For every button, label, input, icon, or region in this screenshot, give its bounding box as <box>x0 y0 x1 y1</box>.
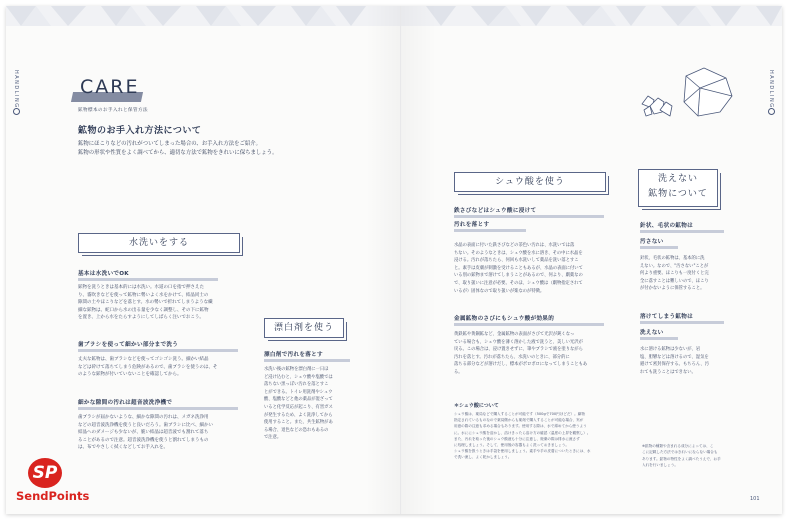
care-subtitle: 鉱物標本のお手入れと保管方法 <box>78 108 148 113</box>
text-line: また、汚れを取った後のシュウ酸液も十分に注意し、廃棄の際は排水に流さず <box>454 436 580 441</box>
water-section-title <box>78 233 240 253</box>
text-line: いると化学反応が起こり、有害ガス <box>264 404 333 410</box>
text-line: 戻る。この場合は、浸け置きせずに、筆やブラシで液を塗りながら <box>454 347 583 353</box>
text-line: 汚れを落とす。汚れが落ちたら、水洗いのときに、部分的に <box>454 354 570 360</box>
unwashable-title-line-1: 洗えない <box>657 174 698 184</box>
page-number: 101 <box>750 496 760 502</box>
oxalic-para-2 <box>454 331 587 377</box>
text-line: れても洗うことはできない。 <box>640 369 696 375</box>
page-heading: 鉱物のお手入れ方法について <box>78 126 202 136</box>
text-line: 用意の際の注意も求める場合もあります。使用する際は、水で薄めてから使うよう <box>454 424 587 429</box>
text-line: ど浸け込むと、シュウ酸や塩酸では <box>264 374 333 380</box>
water-section-title-text: 水洗いをする <box>128 238 189 248</box>
text-line: ている場合も、シュウ酸を薄く溶かした液で洗うと、美しい光沢が <box>454 339 583 345</box>
mineral-illustration <box>634 66 736 124</box>
intro-text <box>78 140 368 158</box>
text-line: に。水ににシュウ酸を溶かし、溶けきったら溶け方の確認（温度の上昇を観察し）。 <box>454 430 591 435</box>
water-head-1: 基本は水洗いでOK <box>78 269 218 281</box>
gutter-shadow <box>366 6 436 514</box>
unwashable-head-1-line-2: 汚さない <box>640 237 678 249</box>
text-line: ちない。そのようなときは、シュウ酸を水に溶き、その中に水晶を <box>454 250 583 256</box>
text-line: 黄鉄鉱や黄銅鉱など、金属鉱物の表面がさびて光沢が鈍くなっ <box>454 332 575 337</box>
text-line: り、霧吹きなどを使って鉱物に勢いよく水をかけて、結晶同士の <box>78 292 209 298</box>
text-line: 歯ブラシが届かないような、細かな隙間の汚れは、メガネ洗浄用 <box>78 415 209 420</box>
text-line: 使用すること。また、共生鉱物があ <box>264 420 333 426</box>
text-line: 何より重要。ほこりも一度付くと完 <box>640 271 709 277</box>
text-line: で注意。 <box>264 435 282 441</box>
book-spread <box>6 6 782 514</box>
unwashable-para-1 <box>640 255 709 293</box>
oxalic-head-2: 金属鉱物のさびにもシュウ酸が効果的 <box>454 314 604 326</box>
footnote <box>642 443 762 468</box>
text-line: で洗い流し、よく乾かしましょう。 <box>454 455 512 460</box>
gutter-line <box>400 6 401 514</box>
text-line: ※鉱物の種類や含まれる成分によっては、こ <box>642 444 714 448</box>
text-line: 針状、毛状の鉱物は、基本的に洗 <box>640 256 705 261</box>
text-line: などの超音波洗浄機を使うと良いだろう。歯ブラシに比べ、細かい <box>78 422 213 428</box>
water-head-2: 歯ブラシを使って細かい部分まで洗う <box>78 340 238 352</box>
oxalic-section-title-text: シュウ酸を使う <box>495 177 565 187</box>
side-label-left: HANDLING <box>13 70 19 109</box>
text-line: 結晶へのダメージも少ないが、脆い結晶は超音波でも割れて落ち <box>78 430 209 436</box>
text-line: 丈夫な鉱物は、歯ブラシなどを使ってゴシゴシ洗う。細かい結晶 <box>78 357 209 362</box>
side-dot-right <box>768 108 775 115</box>
text-line: ることがあるので注意。超音波洗浄機を使うと割れてしまうもの <box>78 437 209 443</box>
text-line: 浸ける。汚れが落ちたら、何回も水洗いして薬品を洗い落とすこ <box>454 258 579 264</box>
text-line: で、取り扱いに注意が必要。そのほ、シュウ酸は（劇物指定されて <box>454 280 583 286</box>
oxalic-head-1-line-1: 鉄さびなどはシュウ酸に浸けて <box>454 206 604 218</box>
text-line: シュウ酸を扱うときは手袋を使用しましょう。素手や手の皮膚についたときには、水 <box>454 449 591 454</box>
text-line: 入れを行いましょう。 <box>642 462 678 467</box>
unwashable-head-2-line-2: 洗えない <box>640 328 678 340</box>
bleach-para <box>264 366 333 442</box>
text-line: る場合、退色などの恐れもあるの <box>264 427 329 433</box>
unwashable-head-2-line-1: 溶けてしまう鉱物は <box>640 312 724 324</box>
water-head-3: 細かな隙間の汚れは超音波洗浄機で <box>78 398 238 410</box>
text-line: 落ちない黒っぽい汚れを落とすこ <box>264 382 329 388</box>
text-line: 水洗い後の鉱物を漂白剤に一日ほ <box>264 367 329 372</box>
text-line: 細な鉱物は、蛇口から水の出る量を少なく調整し、その下に鉱物 <box>78 307 209 313</box>
text-line: 鉱物を洗うときは基本的には水洗い。水道の口を指で押さえた <box>78 285 204 290</box>
text-line: 塩、胆礬などは溶けるので、湿気を <box>640 354 709 360</box>
text-line: 酸、塩酸などと他の薬品が混ざって <box>264 397 333 403</box>
intro-line: 鉱物の形状や性質をよく調べてから、適切な方法で鉱物をきれいに保ちましょう。 <box>78 150 278 156</box>
water-para-2 <box>78 356 217 379</box>
text-line: あります。鉱物の特性をよく調べたうえで、お手 <box>642 456 721 461</box>
intro-line: 鉱物にほこりなどの汚れがついてしまった場合の、お手入れ方法をご紹介。 <box>78 141 262 147</box>
text-line: 落ちる部分などが溶けだし、標本がボロボロになってしまうこともあ <box>454 362 588 368</box>
text-line: えない。なので、"汚さない"ことが <box>640 263 709 269</box>
text-line: を置き、上から水をたらすようにしてしばらく注いでおこう。 <box>78 315 204 321</box>
side-label-right: HANDLING <box>768 70 774 109</box>
text-line: いるが）固体なので取り扱いが楽なのが特徴。 <box>454 288 545 294</box>
text-line: こに記載した方法ではきれいにならない場合も <box>642 450 718 455</box>
bleach-section-title-text: 漂白剤を使う <box>273 323 334 333</box>
unwashable-head-1-line-1: 針状、毛状の鉱物は <box>640 221 724 233</box>
text-line: 避けて密封保存する。もちろん、汚 <box>640 362 710 368</box>
unwashable-para-2 <box>640 346 709 376</box>
sendpoints-logo <box>16 458 88 518</box>
text-line: が発生するため、よく洗浄してから <box>264 412 333 418</box>
bleach-section-title <box>264 318 344 338</box>
text-line: などは砕けて落ちてしまう危険があるので、歯ブラシを使うのは、そ <box>78 364 218 370</box>
text-line: いる別の鉱物まで溶けてしまうことがあるので、何より、劇薬なの <box>454 273 583 279</box>
oxalic-head-1-line-2: 汚れを落とす <box>454 220 526 232</box>
bleach-head: 漂白剤で汚れを落とす <box>264 350 350 362</box>
oxalic-note-head: ＊シュウ酸について <box>454 403 499 409</box>
unwashable-title-line-2: 鉱物について <box>648 189 708 199</box>
oxalic-section-title <box>454 172 606 192</box>
care-title: CARE <box>80 76 140 98</box>
text-line: 水晶の表面に付いた鉄さびなどの茶色い汚れは、水洗いでは落 <box>454 243 575 248</box>
text-line: る。 <box>454 369 463 375</box>
oxalic-para-1 <box>454 242 583 295</box>
text-line: シュウ酸は、薬局などで購入することが可能です（500gで700円ほどだ）。劇物 <box>454 412 585 416</box>
unwashable-section-title <box>638 169 718 207</box>
text-line: 水に溶ける鉱物は少ないが、岩 <box>640 347 701 352</box>
text-line: は、布でやさしく拭くなどしてお手入れを。 <box>78 445 168 451</box>
text-line: とができる。トイレ用洗剤やシュウ <box>264 389 333 395</box>
text-line: に処理しましょう。そして、使用後の容器もよく洗っておきましょう。 <box>454 443 569 448</box>
water-para-1 <box>78 284 213 322</box>
oxalic-note <box>454 411 591 461</box>
text-line: と。素手は皮膚が刺激を受けることもあるが、水晶の表面に付いて <box>454 265 583 271</box>
text-line: 隙間の土やほこりなどを落とす。水の勢いで折れてしまうような繊 <box>78 300 213 306</box>
text-line: 指定されているものなので薬局側からも薬剤で購入することが可能な場合、実が <box>454 418 584 423</box>
side-dot-left <box>13 108 20 115</box>
text-line: のような鉱物が付いていないことを確認してから。 <box>78 372 182 378</box>
logo-name: SendPoints <box>16 489 90 503</box>
water-para-3 <box>78 414 213 452</box>
text-line: が付かないように保管すること。 <box>640 286 705 292</box>
text-line: 全に落すことは難しいので、ほこり <box>640 278 709 284</box>
logo-mark: SP <box>28 458 62 488</box>
